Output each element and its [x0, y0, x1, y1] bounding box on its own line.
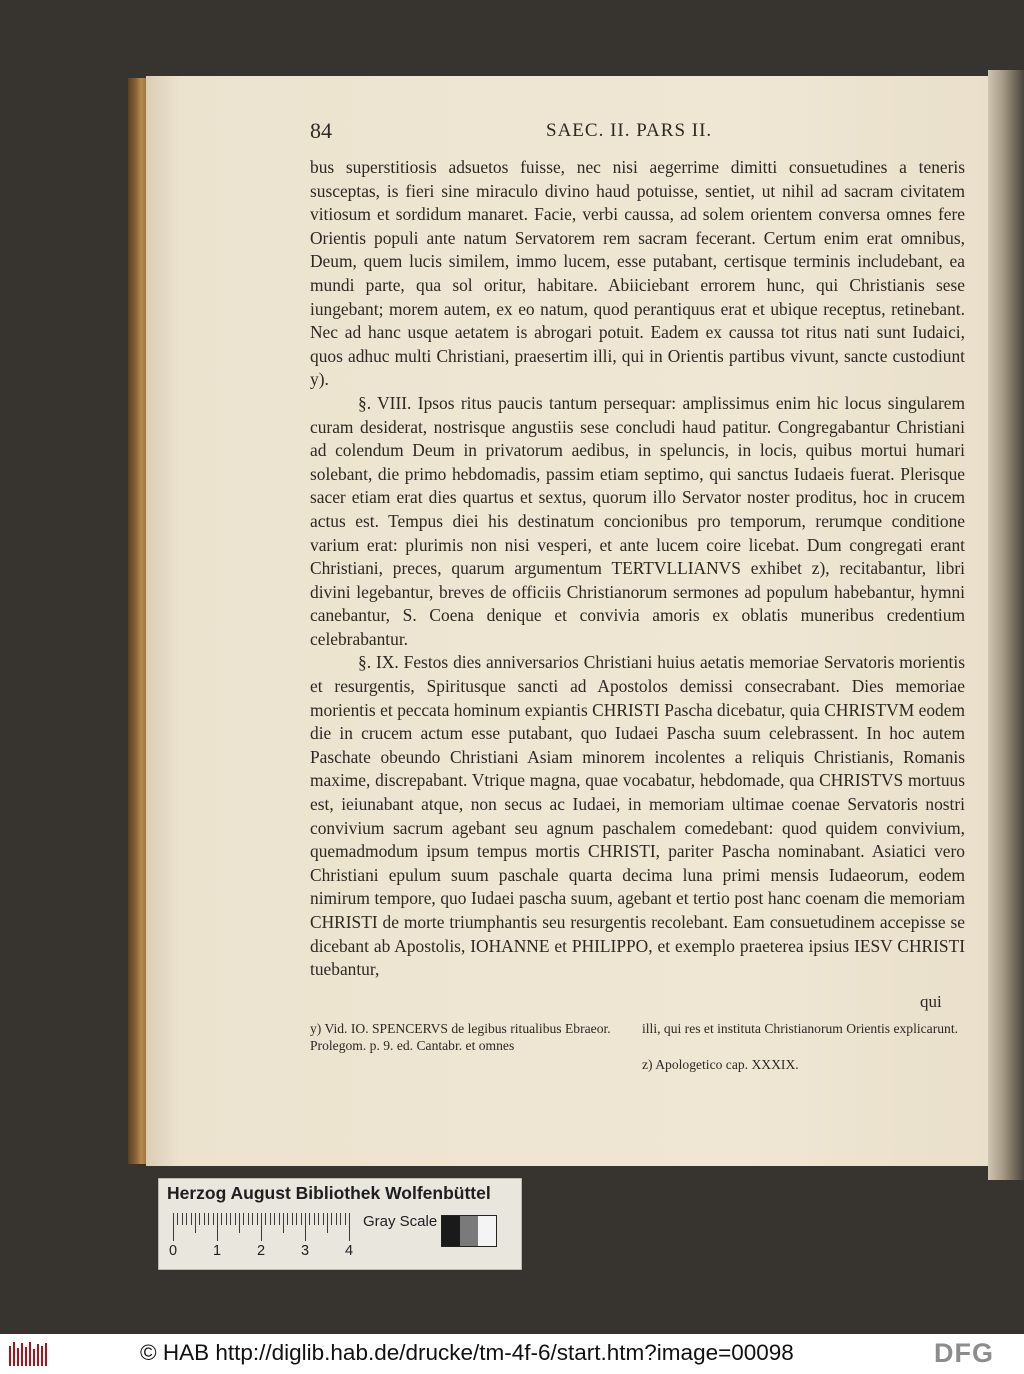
- ruler-tick: [257, 1213, 258, 1225]
- ruler-tick: [318, 1213, 319, 1225]
- footer-bar: [0, 1334, 1024, 1374]
- swatch-gray: [460, 1216, 478, 1246]
- ruler-tick: [221, 1213, 222, 1225]
- footnote-y-left: y) Vid. IO. SPENCERVS de legibus ritualibus Ebraeor. Prolegom. p. 9. ed. Cantabr. et omnes: [310, 1021, 611, 1053]
- scale-number: 1: [213, 1243, 222, 1259]
- ruler-tick: [309, 1213, 310, 1225]
- ruler-tick: [279, 1213, 280, 1225]
- scale-numbers: [169, 1243, 369, 1263]
- ruler-tick: [323, 1213, 324, 1225]
- ruler-tick: [204, 1213, 205, 1225]
- ruler-tick: [331, 1213, 332, 1225]
- page-number: 84: [310, 118, 332, 143]
- color-reference-strip: [158, 1178, 522, 1270]
- dfg-logo: DFG: [934, 1338, 994, 1368]
- scale-number: 3: [301, 1243, 310, 1259]
- ruler-tick: [301, 1213, 302, 1225]
- ruler-tick: [314, 1213, 315, 1225]
- gray-scale-swatches: [441, 1215, 497, 1247]
- ruler-tick: [235, 1213, 236, 1225]
- ruler-tick: [305, 1213, 306, 1241]
- ruler-tick: [191, 1213, 192, 1225]
- scale-ruler: [173, 1213, 357, 1243]
- ruler-tick: [230, 1213, 231, 1225]
- ruler-tick: [274, 1213, 275, 1225]
- ruler-tick: [292, 1213, 293, 1225]
- scale-number: 2: [257, 1243, 266, 1259]
- ruler-tick: [173, 1213, 174, 1241]
- hab-logo-icon: [8, 1340, 48, 1368]
- paragraph-section-ix: §. IX. Festos dies anniversarios Christiani huius aetatis memoriae Servatoris morientis et resurgentis, Spiritusque sancti ad Apostolos demissi consecrabant. Dies memoriae morientis et peccata hominum expiantis CHRISTI Pascha dicebatur, quia CHRISTVM eodem die in crucem actum esse putabant, quo Iudaei Pascha suum celebrassent. In hoc autem Paschate obeundo Christiani Asiam minorem incolentes a reliquis Christianis, Romanis maxime, discrepabant. Vtrique magna, quae vocabatur, hebdomade, qua CHRISTVS mortuus est, ieiunabant atque, non secus ac Iudaei, in memoriam ultimae coenae Servatoris nostri convivium sacrum agebant seu agnum paschalem comedebant: quod quidem convivium, quemadmodum ipsum tempus mortis CHRISTI, pariter Pascha nominabant. Asiatici vero Christiani epulum suum paschale quarta decima luna primi mensis Iudaeorum, eodem nimirum tempore, quo Iudaei pascha suum, agebant et tertio post hanc coenam die memoriam CHRISTI de morte triumphantis seu resurgentis recolebant. Eam consuetudinem accepisse se dicebant ab Apostolis, IOHANNE et PHILIPPO, et exemplo praeterea ipsius IESV CHRISTI tuebantur,: [310, 652, 965, 980]
- scale-number: 0: [169, 1243, 178, 1259]
- swatch-white: [478, 1216, 496, 1246]
- ruler-tick: [327, 1213, 328, 1233]
- ruler-tick: [296, 1213, 297, 1225]
- ruler-tick: [177, 1213, 178, 1225]
- ruler-tick: [336, 1213, 337, 1225]
- paragraph-section-viii: §. VIII. Ipsos ritus paucis tantum persequar: amplissimus enim hic locus singularem curam desiderat, nostrisque angustiis sese concludi haud patitur. Congregabantur Christiani ad colendum Deum in privatorum aedibus, in speluncis, in locis, quibus mortui humari solebant, die primo hebdomadis, passim etiam septimo, qui sanctus Iudaeis fuerat. Plerisque sacer etiam erat dies quartus et sextus, quorum illo Servator noster proditus, hoc in crucem actus est. Tempus diei his destinatum concionibus pro temporum, rerumque conditione varium erat: plurimis non nisi vesperi, et ante lucem coire licebat. Dum congregati erant Christiani, preces, quarum argumentum TERTVLLIANVS exhibet z), recitabantur, libri divini legebantur, breves de officiis Christianorum sermones ad populum habebantur, hymni canebantur, S. Coena denique et convivia amoris ex oblatis muneribus credentium celebrabantur.: [310, 392, 965, 649]
- page-gutter-shadow: [988, 70, 1024, 1180]
- ruler-tick: [349, 1213, 350, 1241]
- page-body: [310, 156, 965, 982]
- paragraph-continued: bus superstitiosis adsuetos fuisse, nec nisi aegerrime dimitti consuetudines a teneris susceptas, is fieri sine miraculo divino haud potuisse, sentiet, ut nihil ad sacram civitatem vitiosum et sordidum manaret. Facie, verbi caussa, ad solem orientem conversa omnes fere Orientis populi ante natum Servatorem rem sacram fecerant. Certum enim erat omnibus, Deum, quem lucis similem, immo lucem, esse putabant, certisque terminis includebant, ea mundi parte, qua sol oritur, habitare. Abiiciebant errorem hunc, qui Christianis sese iungebant; morem autem, ex eo natum, quod perantiquus erat et ubique receptus, retinebant. Nec ad hanc usque aetatem is abrogari potuit. Eadem ex caussa tot ritus nati sunt Iudaici, quos adhuc multi Christiani, praesertim illi, qui in Orientis partibus vivunt, sancte custodiunt y).: [310, 157, 965, 390]
- ruler-tick: [186, 1213, 187, 1225]
- ruler-tick: [239, 1213, 240, 1233]
- ruler-tick: [243, 1213, 244, 1225]
- ruler-tick: [208, 1213, 209, 1225]
- ruler-tick: [195, 1213, 196, 1233]
- ruler-tick: [340, 1213, 341, 1225]
- ruler-tick: [287, 1213, 288, 1225]
- ruler-tick: [182, 1213, 183, 1225]
- page-header: [310, 118, 970, 152]
- footnote-z: z) Apologetico cap. XXXIX.: [642, 1057, 799, 1072]
- ruler-tick: [283, 1213, 284, 1233]
- catchword: qui: [920, 992, 942, 1011]
- swatch-black: [442, 1216, 460, 1246]
- library-name: Herzog August Bibliothek Wolfenbüttel: [167, 1183, 491, 1203]
- ruler-tick: [345, 1213, 346, 1225]
- ruler-tick: [265, 1213, 266, 1225]
- ruler-tick: [261, 1213, 262, 1241]
- ruler-tick: [270, 1213, 271, 1225]
- gray-scale-label: Gray Scale: [363, 1213, 438, 1230]
- ruler-tick: [252, 1213, 253, 1225]
- footnote-y-right: illi, qui res et instituta Christianorum Orientis explicarunt.: [642, 1021, 959, 1036]
- scale-number: 4: [345, 1243, 354, 1259]
- footnotes: [310, 1020, 965, 1080]
- running-head: SAEC. II. PARS II.: [546, 120, 713, 141]
- ruler-tick: [199, 1213, 200, 1225]
- ruler-tick: [213, 1213, 214, 1225]
- ruler-tick: [226, 1213, 227, 1225]
- ruler-tick: [217, 1213, 218, 1241]
- ruler-tick: [248, 1213, 249, 1225]
- copyright-url[interactable]: © HAB http://diglib.hab.de/drucke/tm-4f-6/start.htm?image=00098: [140, 1340, 794, 1365]
